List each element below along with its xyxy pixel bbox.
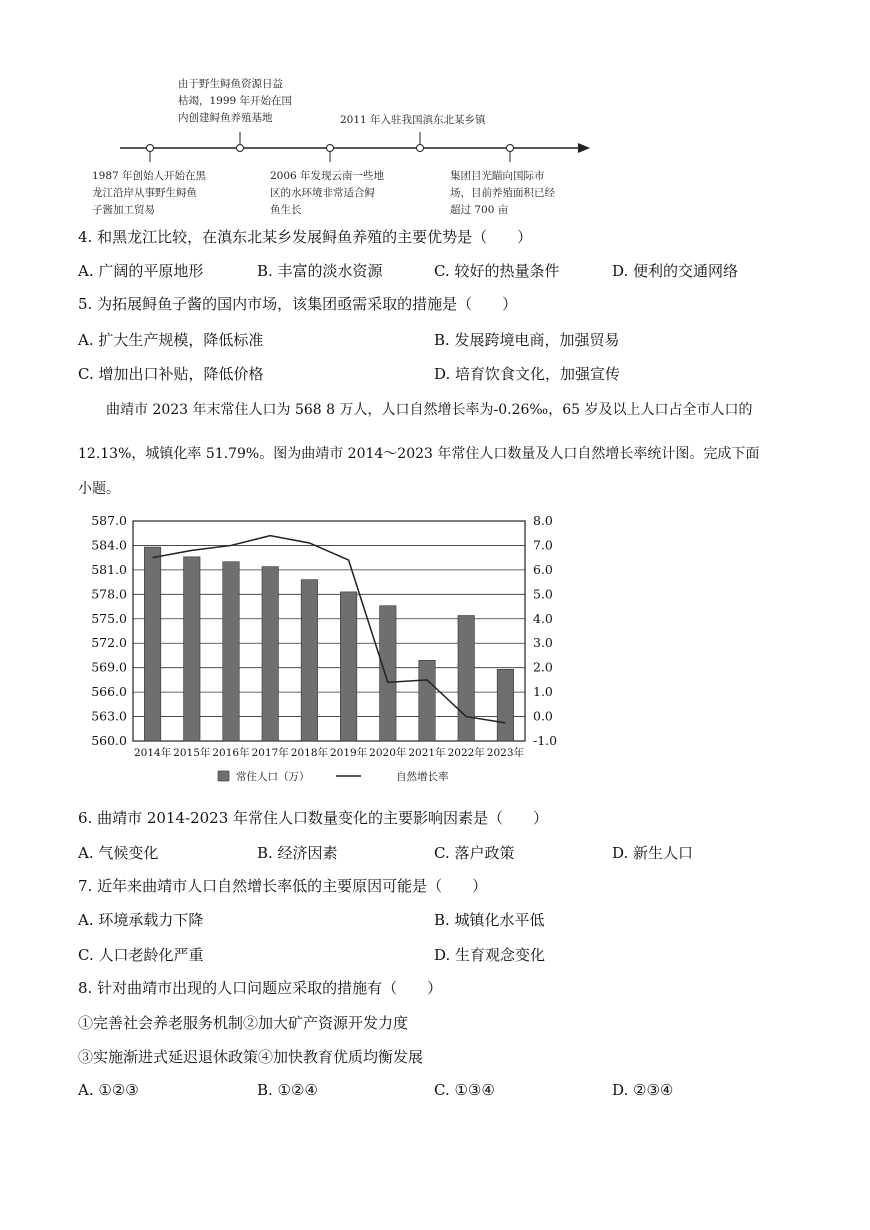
timeline-event-2006: 2006 年发现云南一些地 区的水环境非常适合鲟 鱼生长 <box>270 170 385 216</box>
category-label: 2020年 <box>369 747 407 759</box>
population-bar <box>301 580 317 741</box>
timeline-event-2011: 2011 年入驻我国滇东北某乡镇 <box>340 114 486 126</box>
category-label: 2016年 <box>212 747 250 759</box>
population-bar <box>184 557 200 741</box>
right-tick-label: 3.0 <box>533 635 553 651</box>
q8-statement-line-2: ③实施渐进式延迟退休政策④加快教育优质均衡发展 <box>78 1048 424 1066</box>
q7-option-d[interactable]: D. 生育观念变化 <box>434 946 546 964</box>
category-label: 2017年 <box>251 747 289 759</box>
q8-option-d[interactable]: D. ②③④ <box>612 1081 674 1099</box>
category-label: 2015年 <box>173 747 211 759</box>
legend-bar-swatch <box>218 771 229 781</box>
right-tick-label: 5.0 <box>533 586 553 602</box>
population-bar <box>144 547 160 741</box>
left-tick-label: 569.0 <box>91 659 127 675</box>
population-bar <box>497 669 513 741</box>
q4-option-c[interactable]: C. 较好的热量条件 <box>434 262 560 280</box>
right-tick-label: 7.0 <box>533 537 553 553</box>
q4-option-d[interactable]: D. 便利的交通网络 <box>612 262 739 280</box>
right-tick-label: 2.0 <box>533 659 553 675</box>
left-tick-label: 581.0 <box>91 561 127 577</box>
intro-line-3: 小题。 <box>78 481 120 497</box>
left-tick-label: 587.0 <box>91 513 127 528</box>
right-tick-label: 8.0 <box>533 513 553 528</box>
category-label: 2018年 <box>290 747 329 759</box>
q8-option-a[interactable]: A. ①②③ <box>78 1081 139 1099</box>
population-bar <box>223 562 239 741</box>
q7-option-b[interactable]: B. 城镇化水平低 <box>434 911 545 929</box>
q8-option-c[interactable]: C. ①③④ <box>434 1081 495 1099</box>
category-label: 2022年 <box>447 747 485 759</box>
timeline-node <box>327 145 334 152</box>
growth-rate-line <box>153 536 506 723</box>
right-tick-label: -1.0 <box>533 733 558 748</box>
left-tick-label: 584.0 <box>91 537 127 553</box>
population-bar <box>262 567 278 741</box>
left-tick-label: 572.0 <box>91 635 127 651</box>
timeline-node <box>147 145 154 152</box>
question-8-stem: 8. 针对曲靖市出现的人口问题应采取的措施有（ ） <box>78 979 443 997</box>
q5-option-a[interactable]: A. 扩大生产规模，降低标准 <box>78 331 264 349</box>
timeline-event-international: 集团目光瞄向国际市 场，目前养殖面积已经 超过 700 亩 <box>450 170 555 216</box>
population-chart <box>78 508 588 798</box>
q7-option-c[interactable]: C. 人口老龄化严重 <box>78 946 204 964</box>
population-bar <box>458 616 474 741</box>
q6-option-b[interactable]: B. 经济因素 <box>257 844 338 862</box>
intro-line-1: 曲靖市 2023 年末常住人口为 568 8 万人，人口自然增长率为-0.26‰，65 岁及以上人口占全市人口的 <box>106 402 753 418</box>
q6-option-d[interactable]: D. 新生人口 <box>612 844 694 862</box>
q5-option-d[interactable]: D. 培育饮食文化，加强宣传 <box>434 365 621 383</box>
right-tick-label: 1.0 <box>533 684 553 700</box>
question-4-stem: 4. 和黑龙江比较，在滇东北某乡发展鲟鱼养殖的主要优势是（ ） <box>78 228 533 246</box>
timeline-event-1999: 由于野生鲟鱼资源日益 枯竭，1999 年开始在国 内创建鲟鱼养殖基地 <box>178 78 293 124</box>
right-tick-label: 0.0 <box>533 708 553 724</box>
q7-option-a[interactable]: A. 环境承载力下降 <box>78 911 204 929</box>
q6-option-a[interactable]: A. 气候变化 <box>78 844 159 862</box>
legend-line-label: 自然增长率 <box>396 771 449 783</box>
intro-line-2: 12.13%，城镇化率 51.79%。图为曲靖市 2014～2023 年常住人口数量及人口自然增长率统计图。完成下面 <box>78 446 760 462</box>
q5-option-b[interactable]: B. 发展跨境电商，加强贸易 <box>434 331 620 349</box>
question-6-stem: 6. 曲靖市 2014-2023 年常住人口数量变化的主要影响因素是（ ） <box>78 809 549 827</box>
timeline-event-1987: 1987 年创始人开始在黑 龙江沿岸从事野生鲟鱼 子酱加工贸易 <box>92 170 207 216</box>
category-label: 2023年 <box>486 747 525 759</box>
q8-statement-line-1: ①完善社会养老服务机制②加大矿产资源开发力度 <box>78 1014 409 1032</box>
right-tick-label: 6.0 <box>533 561 553 577</box>
category-label: 2019年 <box>329 747 368 759</box>
category-label: 2021年 <box>408 747 446 759</box>
q6-option-c[interactable]: C. 落户政策 <box>434 844 515 862</box>
left-tick-label: 578.0 <box>91 586 127 602</box>
timeline-arrow-icon <box>578 143 590 153</box>
left-tick-label: 563.0 <box>91 708 127 724</box>
timeline-node <box>237 145 244 152</box>
question-5-stem: 5. 为拓展鲟鱼子酱的国内市场，该集团亟需采取的措施是（ ） <box>78 295 518 313</box>
population-bar <box>419 660 435 741</box>
left-tick-label: 566.0 <box>91 684 127 700</box>
timeline-node <box>507 145 514 152</box>
q8-option-b[interactable]: B. ①②④ <box>257 1081 318 1099</box>
right-tick-label: 4.0 <box>533 610 553 626</box>
population-bar <box>380 606 396 741</box>
timeline-node <box>417 145 424 152</box>
legend-bar-label: 常住人口（万） <box>236 771 310 783</box>
q4-option-a[interactable]: A. 广阔的平原地形 <box>78 262 204 280</box>
population-bar <box>340 592 356 741</box>
left-tick-label: 575.0 <box>91 610 127 626</box>
q4-option-b[interactable]: B. 丰富的淡水资源 <box>257 262 383 280</box>
category-label: 2014年 <box>133 747 172 759</box>
question-7-stem: 7. 近年来曲靖市人口自然增长率低的主要原因可能是（ ） <box>78 877 488 895</box>
left-tick-label: 560.0 <box>91 733 127 748</box>
q5-option-c[interactable]: C. 增加出口补贴，降低价格 <box>78 365 264 383</box>
